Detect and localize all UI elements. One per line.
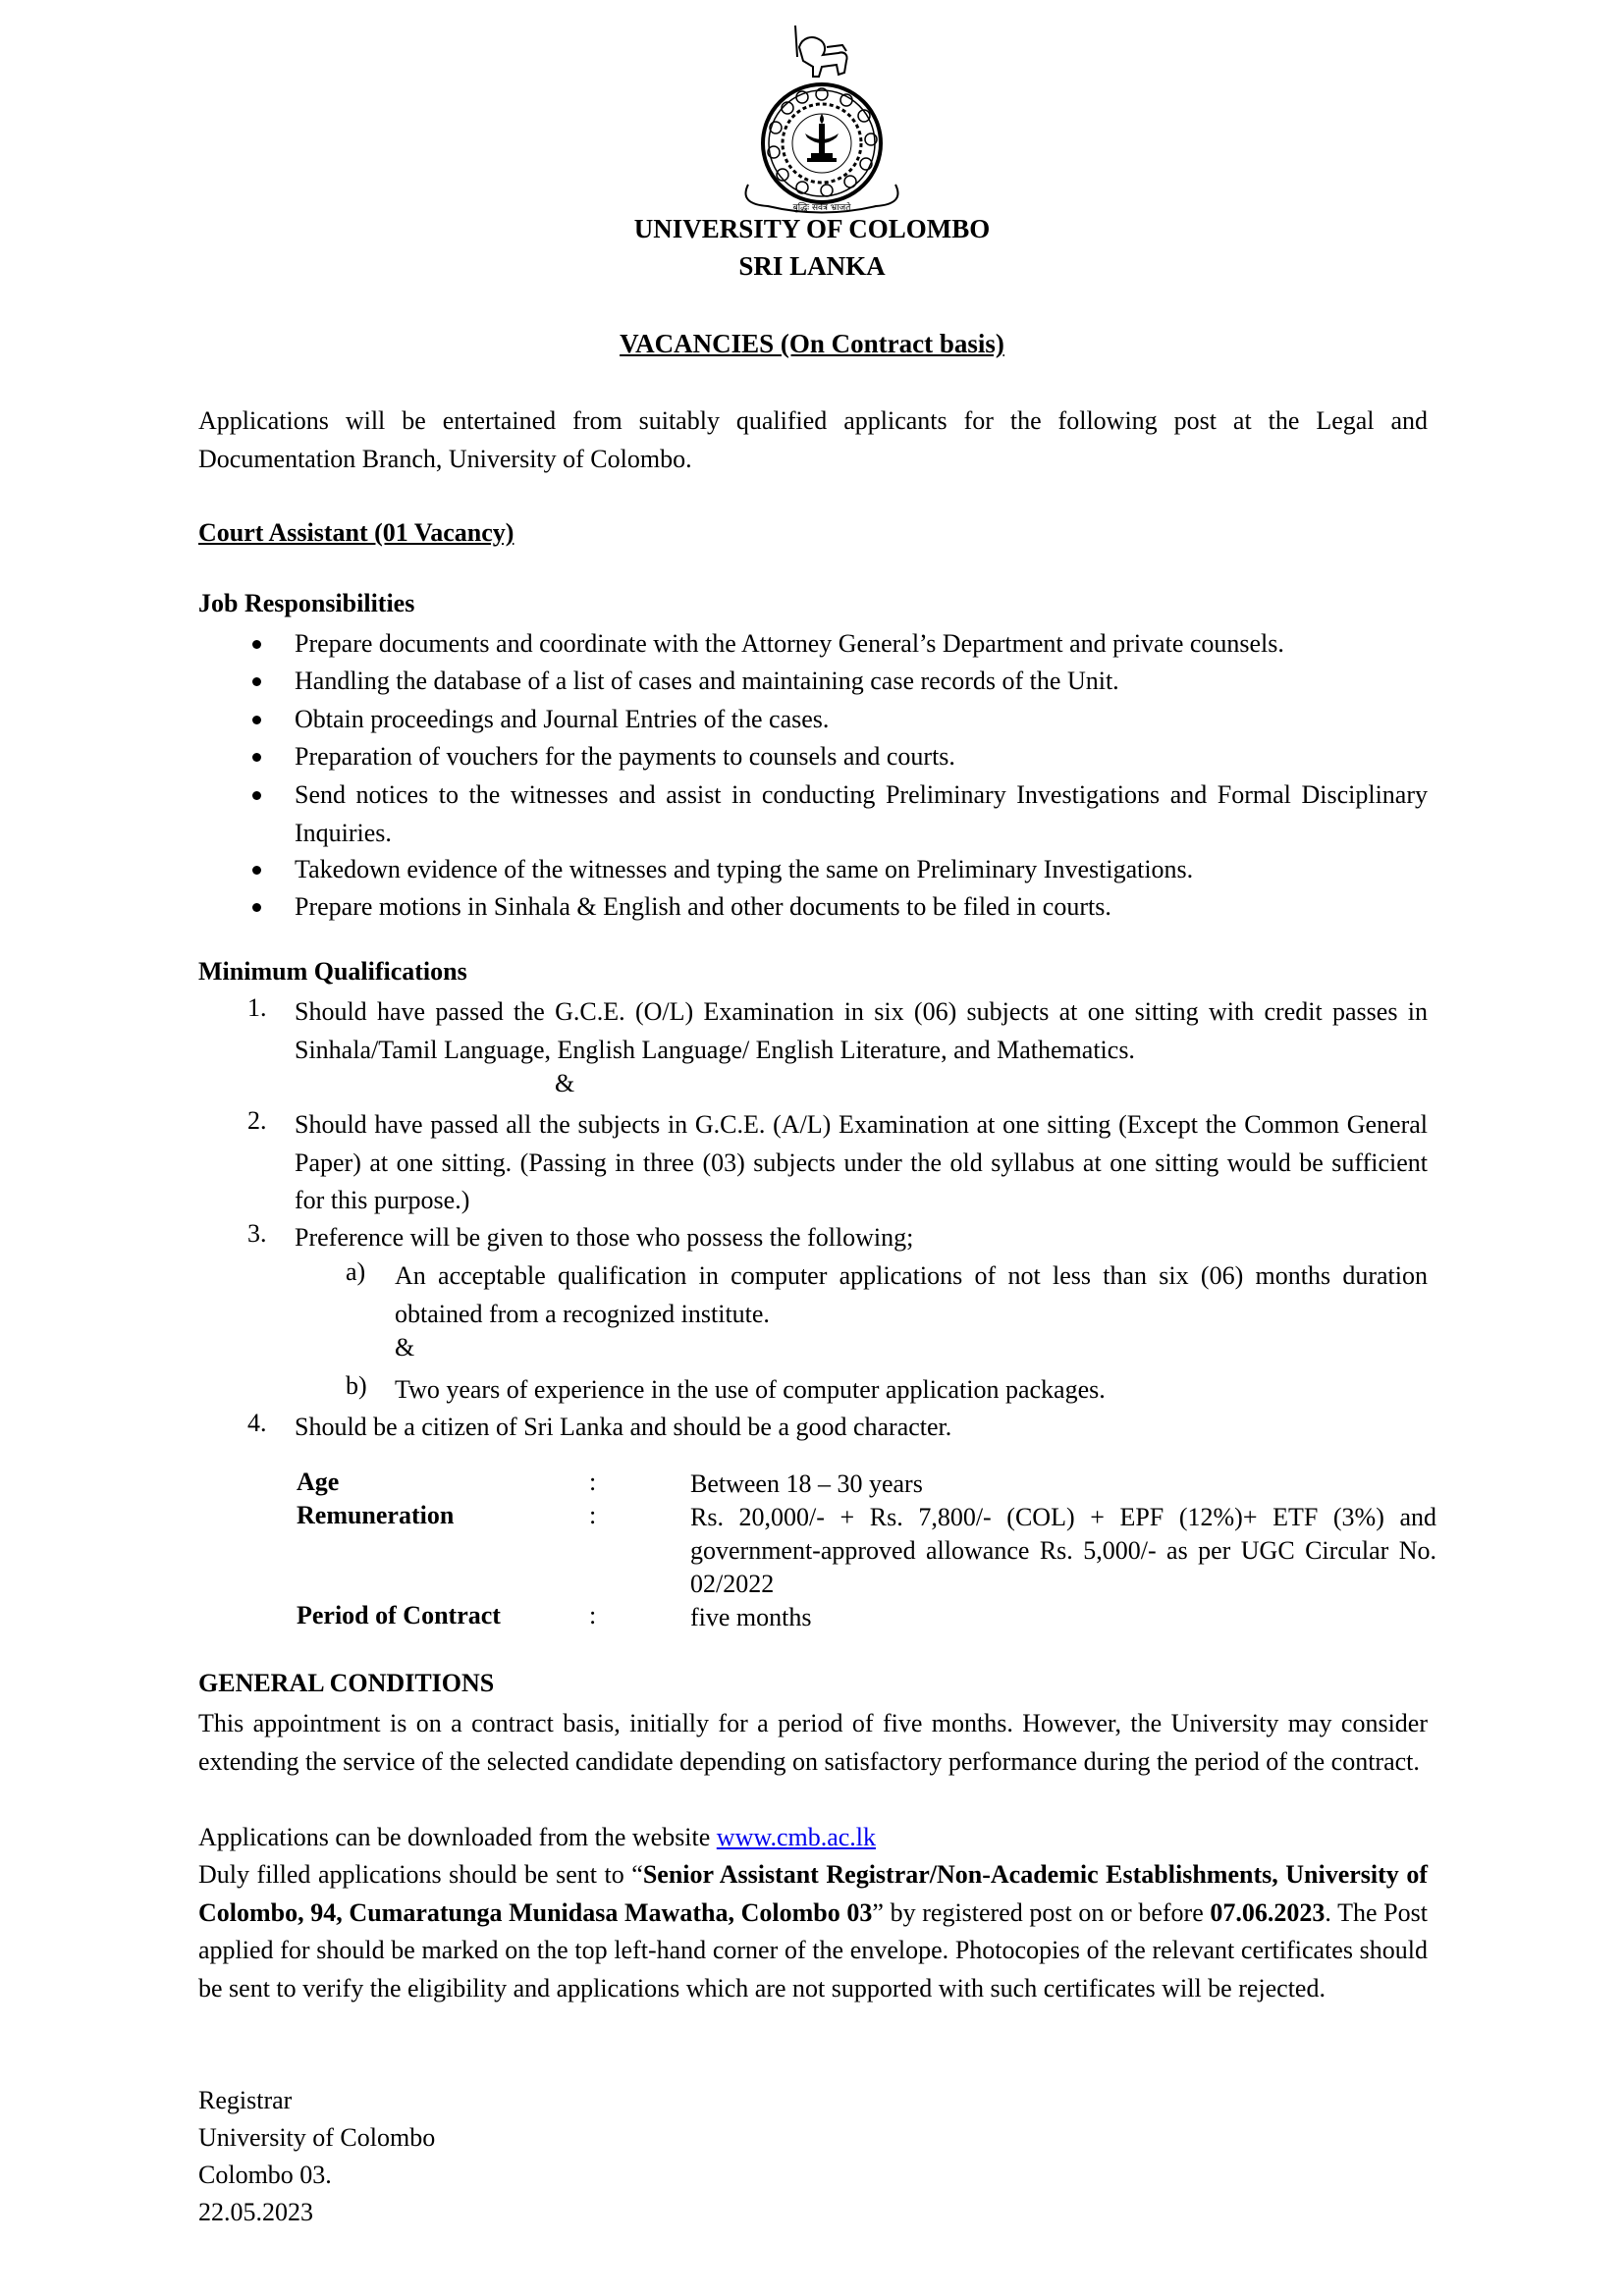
list-number: 2. <box>247 1106 267 1135</box>
remuneration-value: Rs. 20,000/- + Rs. 7,800/- (COL) + EPF (12%)+ ETF (3%) and government-approved allowance Rs. 5,000/- as per UGC Circular No. 02/2022 <box>690 1503 1436 1598</box>
sub-list-item: Two years of experience in the use of computer application packages. <box>395 1375 1106 1404</box>
institution-name: UNIVERSITY OF COLOMBO <box>633 214 991 243</box>
list-number: 4. <box>247 1409 267 1437</box>
signatory-org: University of Colombo <box>198 2123 436 2152</box>
list-item: Should be a citizen of Sri Lanka and should be a good character. <box>295 1413 952 1441</box>
bullet-icon <box>252 640 261 649</box>
list-item: Prepare documents and coordinate with the Attorney General’s Department and private counsels. <box>295 629 1284 658</box>
qualifications-heading: Minimum Qualifications <box>198 957 467 986</box>
submission-text: ” by registered post on or before <box>872 1897 1211 1927</box>
general-conditions-heading: GENERAL CONDITIONS <box>198 1669 495 1697</box>
submission-text: . The Post applied for should be marked on the top left-hand corner of the envelope. Photocopies of the relevant certificates should be sent to verify the eligibility and applications which are not supported with such certificates will be rejected. <box>198 1897 1428 2002</box>
closing-date: 07.06.2023 <box>1210 1897 1326 1927</box>
university-crest-logo <box>729 18 915 214</box>
motto-text: बुद्धिः सर्वत्र भ्राजते <box>792 203 851 213</box>
sub-list-label: a) <box>346 1257 366 1286</box>
bullet-icon <box>252 791 261 800</box>
post-title: Court Assistant (01 Vacancy) <box>198 518 514 547</box>
list-item: Should have passed the G.C.E. (O/L) Examination in six (06) subjects at one sitting with credit passes in Sinhala/Tamil Language, English Language/ English Literature, and Mathematics. <box>295 997 1428 1064</box>
bullet-icon <box>252 677 261 686</box>
responsibilities-heading: Job Responsibilities <box>198 589 415 617</box>
list-item: Prepare motions in Sinhala & English and other documents to be filed in courts. <box>295 892 1111 921</box>
and-connector: & <box>555 1069 575 1097</box>
list-item: Should have passed all the subjects in G.C.E. (A/L) Examination at one sitting (Except the Common General Paper) at one sitting. (Passing in three (03) subjects under the old syllabus at one sitting would be sufficient for this purpose.) <box>295 1110 1428 1214</box>
bullet-icon <box>252 753 261 762</box>
download-text: Applications can be downloaded from the website <box>198 1823 717 1851</box>
signatory-title: Registrar <box>198 2086 293 2114</box>
age-value: Between 18 – 30 years <box>690 1469 923 1498</box>
bullet-icon <box>252 903 261 912</box>
age-label: Age <box>297 1468 340 1496</box>
intro-paragraph: Applications will be entertained from suitably qualified applicants for the following post at the Legal and Documentation Branch, University of Colombo. <box>198 406 1428 473</box>
bullet-icon <box>252 866 261 875</box>
colon: : <box>589 1468 597 1496</box>
sub-list-label: b) <box>346 1371 367 1400</box>
postal-address: Senior Assistant Registrar/Non-Academic Establishments, University of Colombo, 94, Cumaratunga Munidasa Mawatha, Colombo 03 <box>198 1860 1428 1927</box>
signatory-city: Colombo 03. <box>198 2161 332 2189</box>
submission-paragraph <box>198 1856 1428 2007</box>
download-line <box>198 1819 1428 1857</box>
list-item: Takedown evidence of the witnesses and typing the same on Preliminary Investigations. <box>295 855 1194 883</box>
list-item: Handling the database of a list of cases and maintaining case records of the Unit. <box>295 667 1119 695</box>
issue-date: 22.05.2023 <box>198 2198 313 2226</box>
contract-period-value: five months <box>690 1603 812 1631</box>
country-name: SRI LANKA <box>738 251 886 281</box>
contract-period-label: Period of Contract <box>297 1601 501 1629</box>
list-item: Preference will be given to those who possess the following; <box>295 1223 914 1252</box>
general-conditions-paragraph: This appointment is on a contract basis, initially for a period of five months. However, the University may consider extending the service of the selected candidate depending on satisfactory performance during the period of the contract. <box>198 1709 1428 1776</box>
and-connector: & <box>395 1333 415 1362</box>
lion-icon <box>795 26 847 77</box>
remuneration-label: Remuneration <box>297 1501 455 1529</box>
list-number: 1. <box>247 993 267 1022</box>
list-item: Send notices to the witnesses and assist in conducting Preliminary Investigations and Formal Disciplinary Inquiries. <box>295 780 1428 847</box>
list-number: 3. <box>247 1219 267 1248</box>
colon: : <box>589 1601 597 1629</box>
list-item: Obtain proceedings and Journal Entries of the cases. <box>295 705 830 733</box>
sub-list-item: An acceptable qualification in computer applications of not less than six (06) months duration obtained from a recognized institute. <box>395 1261 1428 1328</box>
submission-text: Duly filled applications should be sent to “ <box>198 1860 643 1889</box>
list-item: Preparation of vouchers for the payments to counsels and courts. <box>295 742 955 771</box>
colon: : <box>589 1501 597 1529</box>
page-heading: VACANCIES (On Contract basis) <box>620 329 1004 358</box>
website-link[interactable]: www.cmb.ac.lk <box>716 1823 877 1851</box>
bullet-icon <box>252 716 261 724</box>
